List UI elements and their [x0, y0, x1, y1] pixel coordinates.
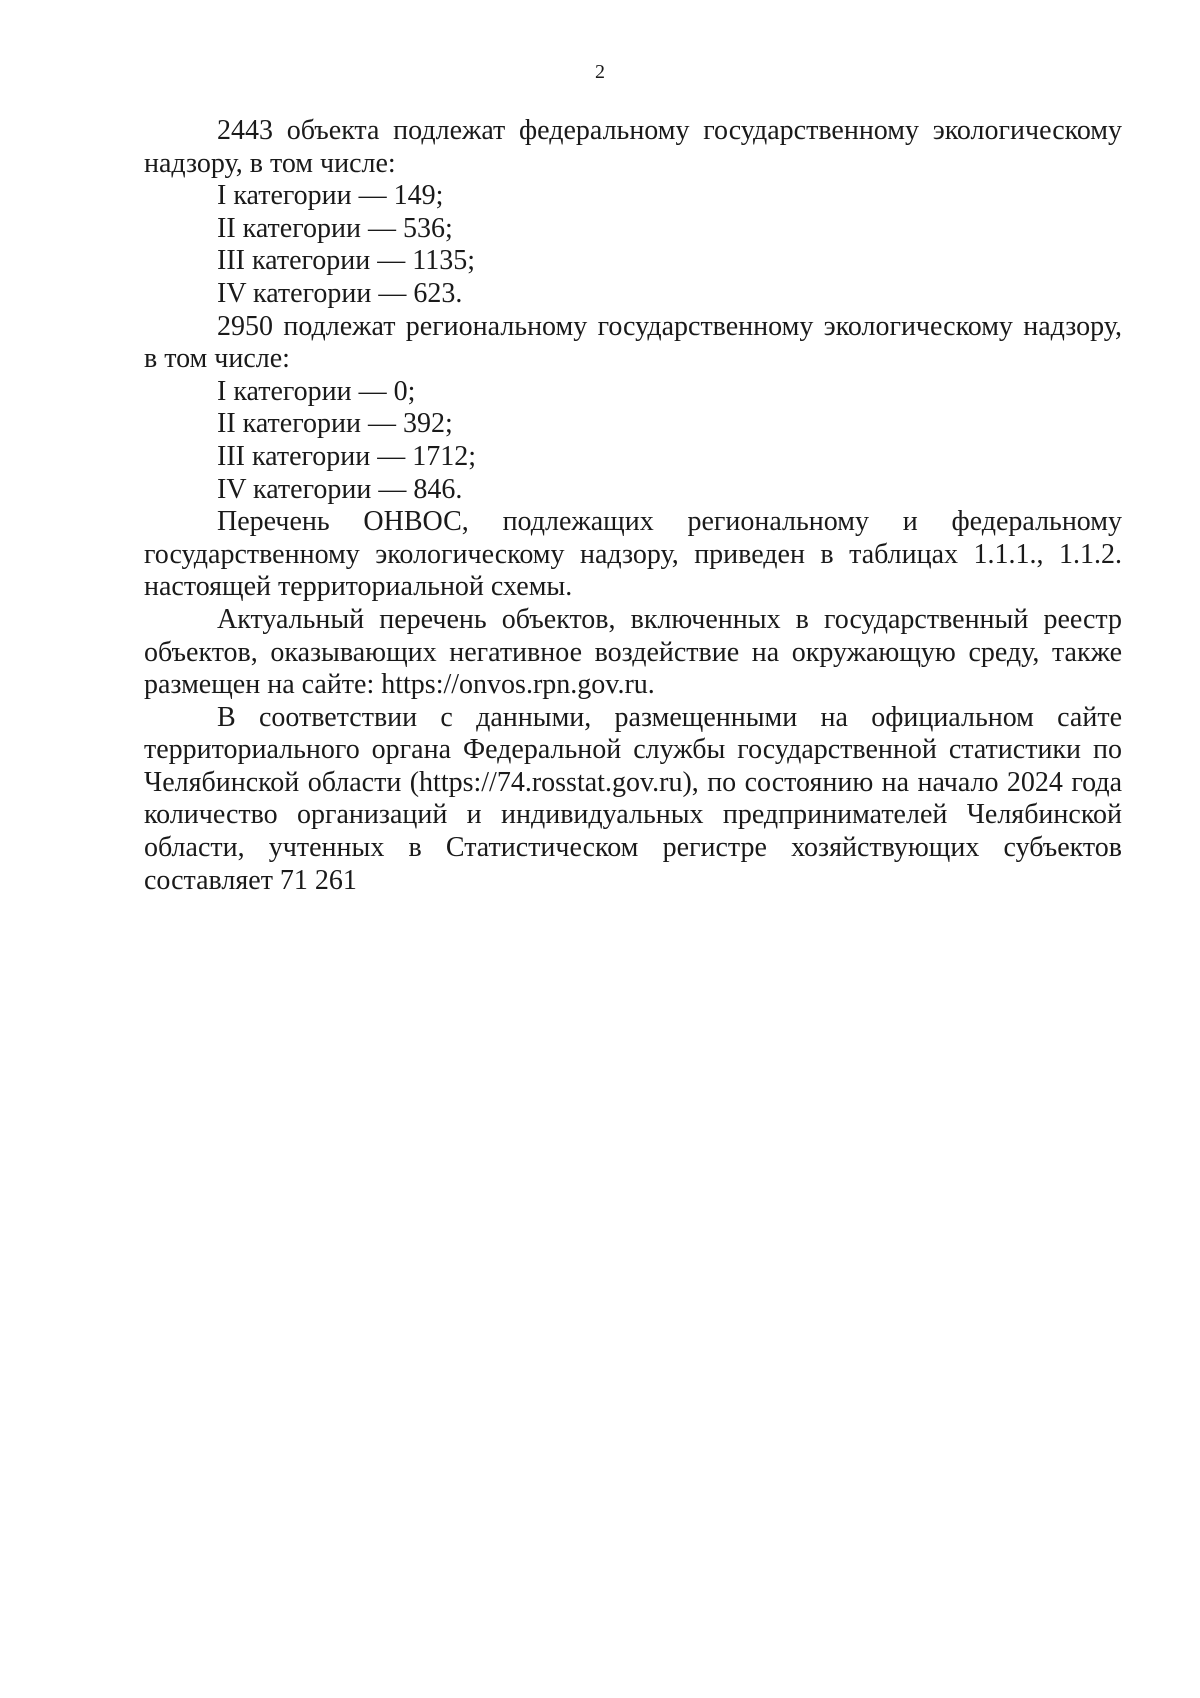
federal-category-3-item: III категории — 1135; — [217, 245, 476, 277]
federal-category-1-item: I категории — 149; — [217, 180, 444, 212]
statistics-paragraph: В соответствии с данными, размещенными на официальном сайте территориального органа Федеральной службы государственной статистики по Челябинской области (https://74.rosstat.gov.ru), по состоянию на начало 2024 года количество организаций и индивидуальных предпринимателей Челябинской области, учтенных в Статистическом регистре хозяйствующих субъектов составляет 71 261 — [144, 701, 1122, 896]
regional-category-4-item: IV категории — 846. — [217, 473, 463, 505]
page-number: 2 — [595, 61, 605, 83]
federal-intro-paragraph: 2443 объекта подлежат федеральному государственному экологическому надзору, в том числе: — [144, 115, 1122, 179]
federal-category-4-item: IV категории — 623. — [217, 277, 463, 309]
federal-category-2-item: II категории — 536; — [217, 212, 453, 244]
document-body — [144, 115, 1122, 897]
regional-category-1-item: I категории — 0; — [217, 375, 416, 407]
registry-paragraph: Актуальный перечень объектов, включенных в государственный реестр объектов, оказывающих негативное воздействие на окружающую среду, также размещен на сайте: https://onvos.rpn.gov.ru. — [144, 603, 1122, 701]
regional-category-3-item: III категории — 1712; — [217, 440, 477, 472]
onvos-list-paragraph: Перечень ОНВОС, подлежащих региональному и федеральному государственному экологическому надзору, приведен в таблицах 1.1.1., 1.1.2. настоящей территориальной схемы. — [144, 506, 1122, 603]
regional-category-2-item: II категории — 392; — [217, 408, 453, 440]
regional-intro-paragraph: 2950 подлежат региональному государственному экологическому надзору, в том числе: — [144, 310, 1122, 375]
